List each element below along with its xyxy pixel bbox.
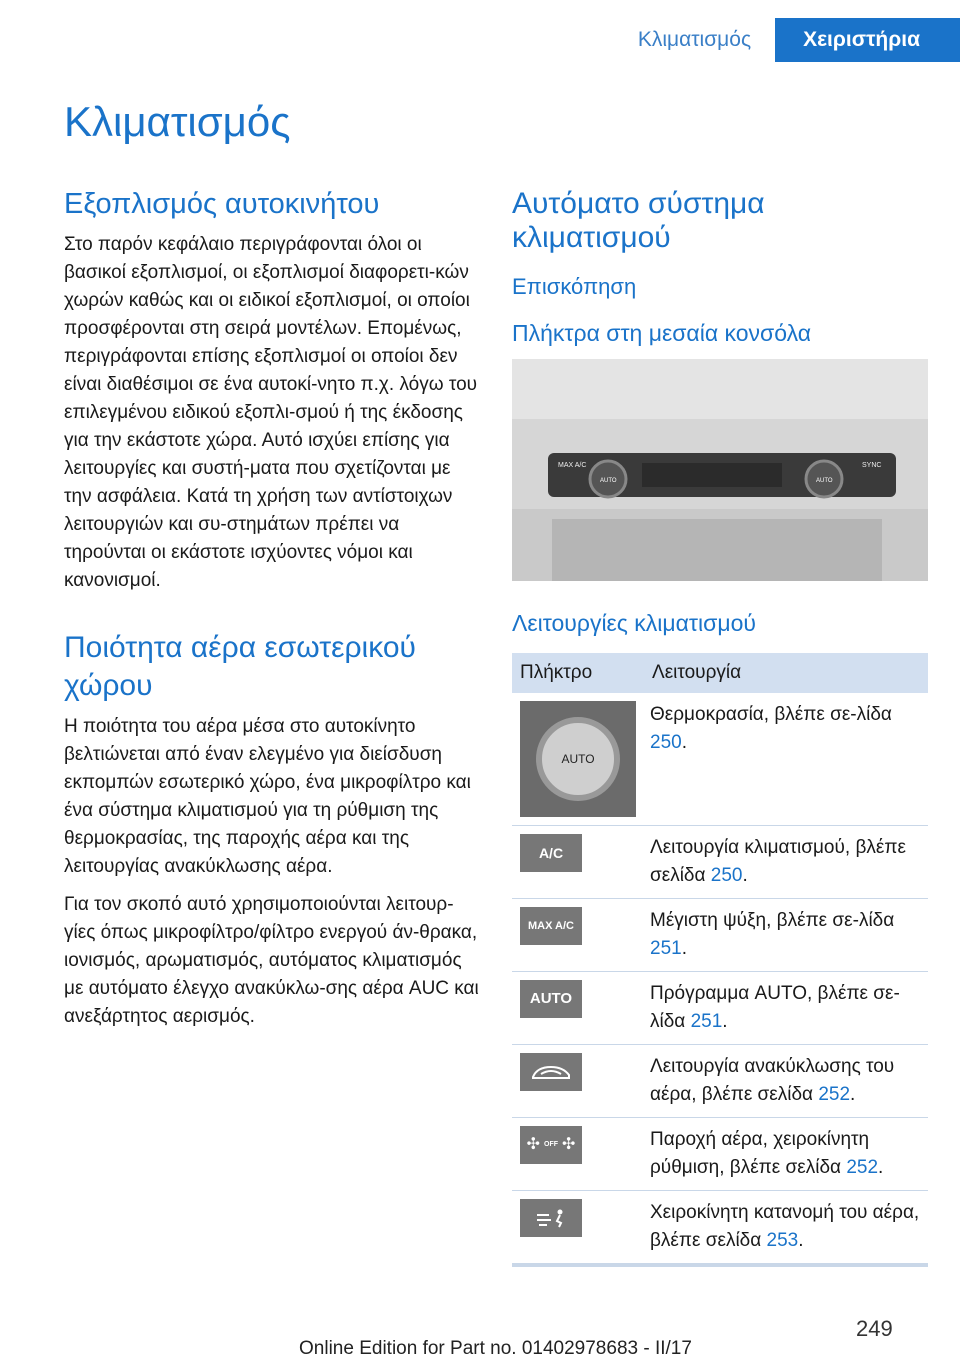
air-quality-text-1: Η ποιότητα του αέρα μέσα στο αυτοκίνητο βελτιώνεται από έναν ελεγμένο για διείσδυση εκπομπών εσωτερικό χώρο, ένα μικροφίλτρο και ένα σύστημα κλιματισμού για τη ρύθμιση της θερμοκρασίας, της παροχής αέρα και της λειτουργίας ανακύκλωσης αέρα. [64, 716, 471, 877]
table-row [512, 1191, 928, 1266]
buttons-heading: Πλήκτρα στη μεσαία κονσόλα [512, 320, 812, 346]
equipment-heading: Εξοπλισμός αυτοκινήτου [64, 188, 380, 220]
function-text: Λειτουργία ανακύκλωσης του αέρα, βλέπε σελίδα 252. [644, 1045, 928, 1118]
function-text: Παροχή αέρα, χειροκίνητη ρύθμιση, βλέπε σελίδα 252. [644, 1118, 928, 1191]
functions-heading: Λειτουργίες κλιματισμού [512, 610, 756, 636]
console-illustration [512, 359, 928, 581]
photo-label-sync: SYNC [862, 462, 882, 469]
function-text: Λειτουργία κλιματισμού, βλέπε σελίδα 250. [644, 826, 928, 899]
air-distribution-icon [520, 1199, 582, 1237]
photo-label-auto: AUTO [600, 478, 617, 484]
photo-label-max-ac: MAX A/C [558, 462, 587, 469]
fan-icon: ✣ OFF ✣ [520, 1126, 582, 1164]
table-row [512, 899, 928, 972]
overview-heading: Επισκόπηση [512, 274, 637, 299]
air-quality-text-2: Για τον σκοπό αυτό χρησιμοποιούνται λειτουρ-γίες όπως μικροφίλτρο/φίλτρο ενεργού άν-θρακα, ιονισμός, αρωματισμός, αυτόματος κλιματισμός με αυτόματο έλεγχο ανακύκλω-σης αέρα AUC και ανεξάρτητος αερισμός. [64, 894, 479, 1027]
function-text: Μέγιστη ψύξη, βλέπε σε-λίδα 251. [644, 899, 928, 972]
air-quality-heading: Ποιότητα αέρα εσωτερικού χώρου [64, 631, 416, 702]
right-column [512, 187, 928, 1267]
table-row [512, 1118, 928, 1191]
header-tabs [614, 18, 960, 62]
table-row [512, 826, 928, 899]
recirculation-icon [520, 1053, 582, 1091]
function-text: Πρόγραμμα AUTO, βλέπε σε-λίδα 251. [644, 972, 928, 1045]
page-title: Κλιματισμός [64, 98, 291, 145]
function-text: Θερμοκρασία, βλέπε σε-λίδα 250. [644, 693, 928, 826]
page-link[interactable]: 251 [650, 938, 682, 959]
ac-button-icon: A/C [520, 834, 582, 872]
equipment-text: Στο παρόν κεφάλαιο περιγράφονται όλοι οι βασικοί εξοπλισμοί, οι εξοπλισμοί διαφορετι-κών χωρών καθώς και οι ειδικοί εξοπλισμοί, οι οποίοι προσφέρονται στη σειρά μοντέλων. Επομένως, περιγράφονται επίσης εξοπλισμοί οι οποίοι δεν είναι διαθέσιμοι σε ένα αυτοκί-νητο π.χ. λόγω του επιλεγμένου ειδικού εξοπλι-σμού ή της έκδοσης για την εκάστοτε χώρα. Αυτό ισχύει επίσης για λειτουργίες και συστή-ματα που σχετίζονται με την ασφάλεια. Κατά τη χρήση των αντίστοιχων λειτουργιών και συ-στημάτων πρέπει να τηρούνται οι εκάστοτε ισχύοντες νόμοι και κανονισμοί. [64, 234, 478, 591]
auto-climate-heading: Αυτόματο σύστημα κλιματισμού [512, 187, 765, 254]
table-row [512, 1045, 928, 1118]
table-row [512, 972, 928, 1045]
temperature-knob-icon: AUTO [520, 701, 636, 817]
page-link[interactable]: 252 [846, 1157, 879, 1178]
page-link[interactable]: 252 [818, 1084, 851, 1105]
center-console-photo [512, 359, 928, 581]
tab-chapter[interactable]: Χειριστήρια [775, 18, 960, 62]
left-column [64, 187, 482, 1031]
photo-label-auto-right: AUTO [816, 478, 833, 484]
page-link[interactable]: 250 [710, 865, 743, 886]
col-key-header: Πλήκτρο [512, 653, 644, 693]
page-link[interactable]: 253 [766, 1230, 799, 1251]
col-function-header: Λειτουργία [644, 653, 928, 693]
page-link[interactable]: 250 [650, 732, 682, 753]
max-ac-button-icon: MAX A/C [520, 907, 582, 945]
table-row [512, 693, 928, 826]
tab-section[interactable]: Κλιματισμός [614, 18, 775, 62]
function-text: Χειροκίνητη κατανομή του αέρα, βλέπε σελίδα 253. [644, 1191, 928, 1266]
page-link[interactable]: 251 [690, 1011, 723, 1032]
edition-footer: Online Edition for Part no. 01402978683 - II/17 [299, 1338, 692, 1359]
auto-button-icon: AUTO [520, 980, 582, 1018]
page-number: 249 [856, 1316, 893, 1341]
functions-table [512, 653, 928, 1267]
